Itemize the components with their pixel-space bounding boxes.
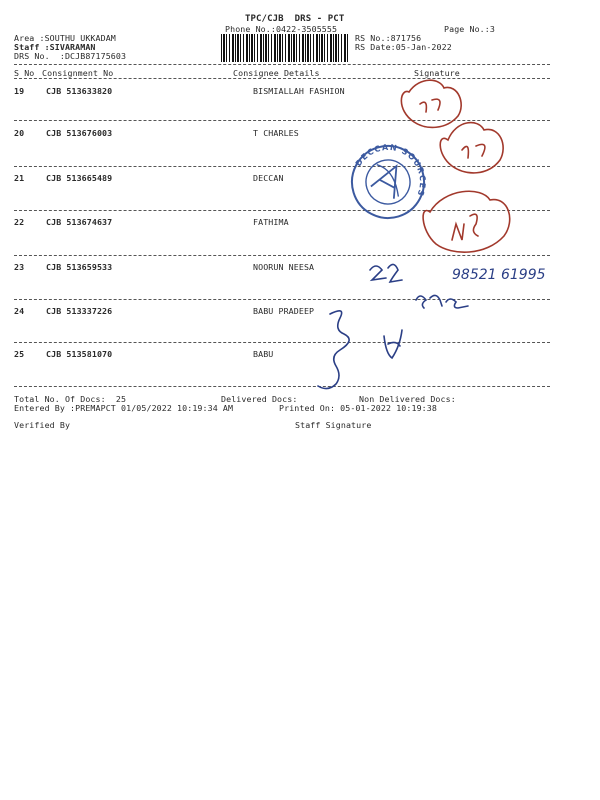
- row-19-consignment: CJB 513633820: [46, 86, 113, 96]
- rs-number: RS No.:871756: [355, 33, 422, 43]
- printed-on: Printed On: 05-01-2022 10:19:38: [279, 403, 437, 413]
- verified-by-label: Verified By: [14, 420, 71, 430]
- row-23-consignment: CJB 513659533: [46, 262, 113, 272]
- staff-label: Staff :SIVARAMAN: [14, 42, 96, 52]
- row-19-sno: 19: [14, 86, 25, 96]
- row-24-consignment: CJB 513337226: [46, 306, 113, 316]
- signature-mark-row-20: [440, 123, 503, 173]
- non-delivered-docs: Non Delivered Docs:: [359, 394, 456, 404]
- row-20-consignment: CJB 513676003: [46, 128, 113, 138]
- row-24-consignee: BABU PRADEEP: [253, 306, 315, 316]
- row-25-consignee: BABU: [253, 349, 274, 359]
- row-24-sno: 24: [14, 306, 25, 316]
- delivered-docs: Delivered Docs:: [221, 394, 298, 404]
- page-number: Page No.:3: [444, 24, 495, 34]
- row-20-consignee: T CHARLES: [253, 128, 299, 138]
- signature-mark-row-22: [423, 191, 510, 252]
- signature-mark-row-25: [384, 330, 402, 358]
- row-23-consignee: NOORUN NEESA: [253, 262, 315, 272]
- company-stamp: [336, 129, 440, 232]
- staff-signature-label: Staff Signature: [295, 420, 372, 430]
- row-22-consignment: CJB 513674637: [46, 217, 113, 227]
- row-25-consignment: CJB 513581070: [46, 349, 113, 359]
- row-21-consignee: DECCAN: [253, 173, 284, 183]
- stamp-text: DECCAN SOURCES: [353, 142, 428, 198]
- col-header-consignee: Consignee Details: [233, 68, 320, 78]
- row-25-sno: 25: [14, 349, 25, 359]
- row-21-consignment: CJB 513665489: [46, 173, 113, 183]
- col-header-sno: S No: [14, 68, 35, 78]
- rs-date: RS Date:05-Jan-2022: [355, 42, 452, 52]
- total-docs: Total No. Of Docs: 25: [14, 394, 127, 404]
- handwritten-phone-number: 98521 61995: [452, 267, 546, 283]
- row-22-consignee: FATHIMA: [253, 217, 289, 227]
- staff-signature-mark: [318, 311, 349, 389]
- signature-mark-row-24: [416, 295, 468, 308]
- row-22-sno: 22: [14, 217, 25, 227]
- col-header-consignment: Consignment No: [42, 68, 114, 78]
- signature-mark-row-19: [401, 80, 461, 127]
- phone-number: Phone No.:0422-3505555: [225, 24, 338, 34]
- document-title: TPC/CJB DRS - PCT: [245, 14, 345, 24]
- row-23-sno: 23: [14, 262, 25, 272]
- entered-by: Entered By :PREMAPCT 01/05/2022 10:19:34 AM: [14, 403, 234, 413]
- signature-mark-row-23: [370, 264, 402, 282]
- drs-number: DRS No. :DCJB87175603: [14, 51, 127, 61]
- col-header-signature: Signature: [414, 68, 460, 78]
- row-19-consignee: BISMIALLAH FASHION: [253, 86, 345, 96]
- area-label: Area :SOUTHU UKKADAM: [14, 33, 116, 43]
- row-21-sno: 21: [14, 173, 25, 183]
- row-20-sno: 20: [14, 128, 25, 138]
